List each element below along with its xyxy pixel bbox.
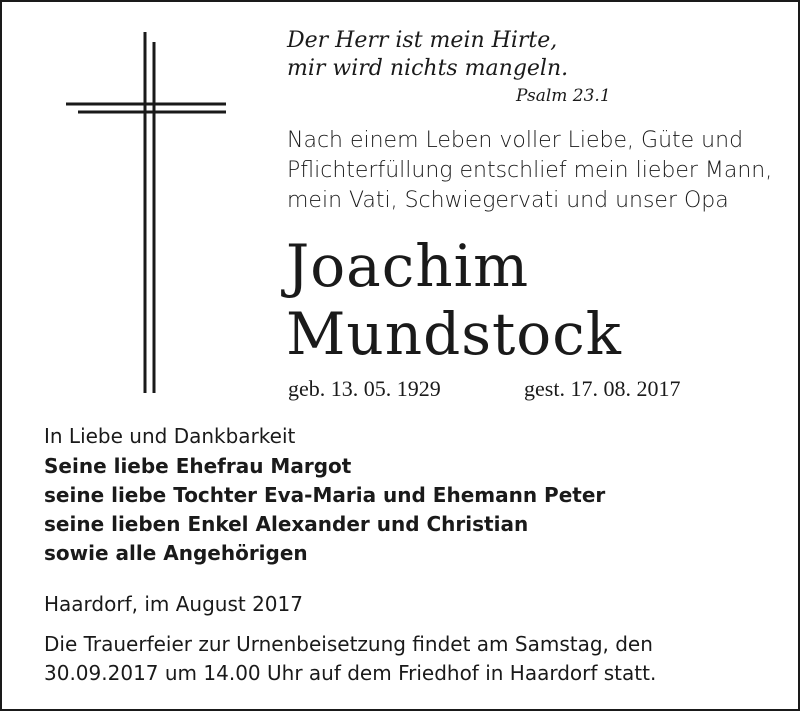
quote-source: Psalm 23.1 bbox=[516, 86, 611, 106]
quote-line-1: Der Herr ist mein Hirte, bbox=[287, 28, 558, 53]
place-date: Haardorf, im August 2017 bbox=[44, 592, 303, 616]
birth-date: geb. 13. 05. 1929 bbox=[288, 376, 441, 401]
mourner-line-2: seine liebe Tochter Eva-Maria und Ehemann Peter bbox=[44, 483, 606, 507]
intro-line-3: mein Vati, Schwiegervati und unser Opa bbox=[287, 188, 729, 213]
mourner-line-4: sowie alle Angehörigen bbox=[44, 541, 308, 565]
ceremony-line-1: Die Trauerfeier zur Urnenbeisetzung findet am Samstag, den bbox=[44, 632, 653, 656]
mourners-heading: In Liebe und Dankbarkeit bbox=[44, 424, 296, 448]
deceased-last-name: Mundstock bbox=[286, 300, 622, 368]
mourner-line-1: Seine liebe Ehefrau Margot bbox=[44, 454, 352, 478]
quote-line-2: mir wird nichts mangeln. bbox=[287, 56, 569, 81]
mourner-line-3: seine lieben Enkel Alexander und Christian bbox=[44, 512, 529, 536]
intro-line-2: Pflichterfüllung entschlief mein lieber Mann, bbox=[287, 158, 773, 183]
intro-line-1: Nach einem Leben voller Liebe, Güte und bbox=[287, 128, 744, 153]
ceremony-line-2: 30.09.2017 um 14.00 Uhr auf dem Friedhof in Haardorf statt. bbox=[44, 661, 657, 685]
deceased-first-name: Joachim bbox=[286, 232, 530, 300]
death-date: gest. 17. 08. 2017 bbox=[524, 376, 681, 401]
